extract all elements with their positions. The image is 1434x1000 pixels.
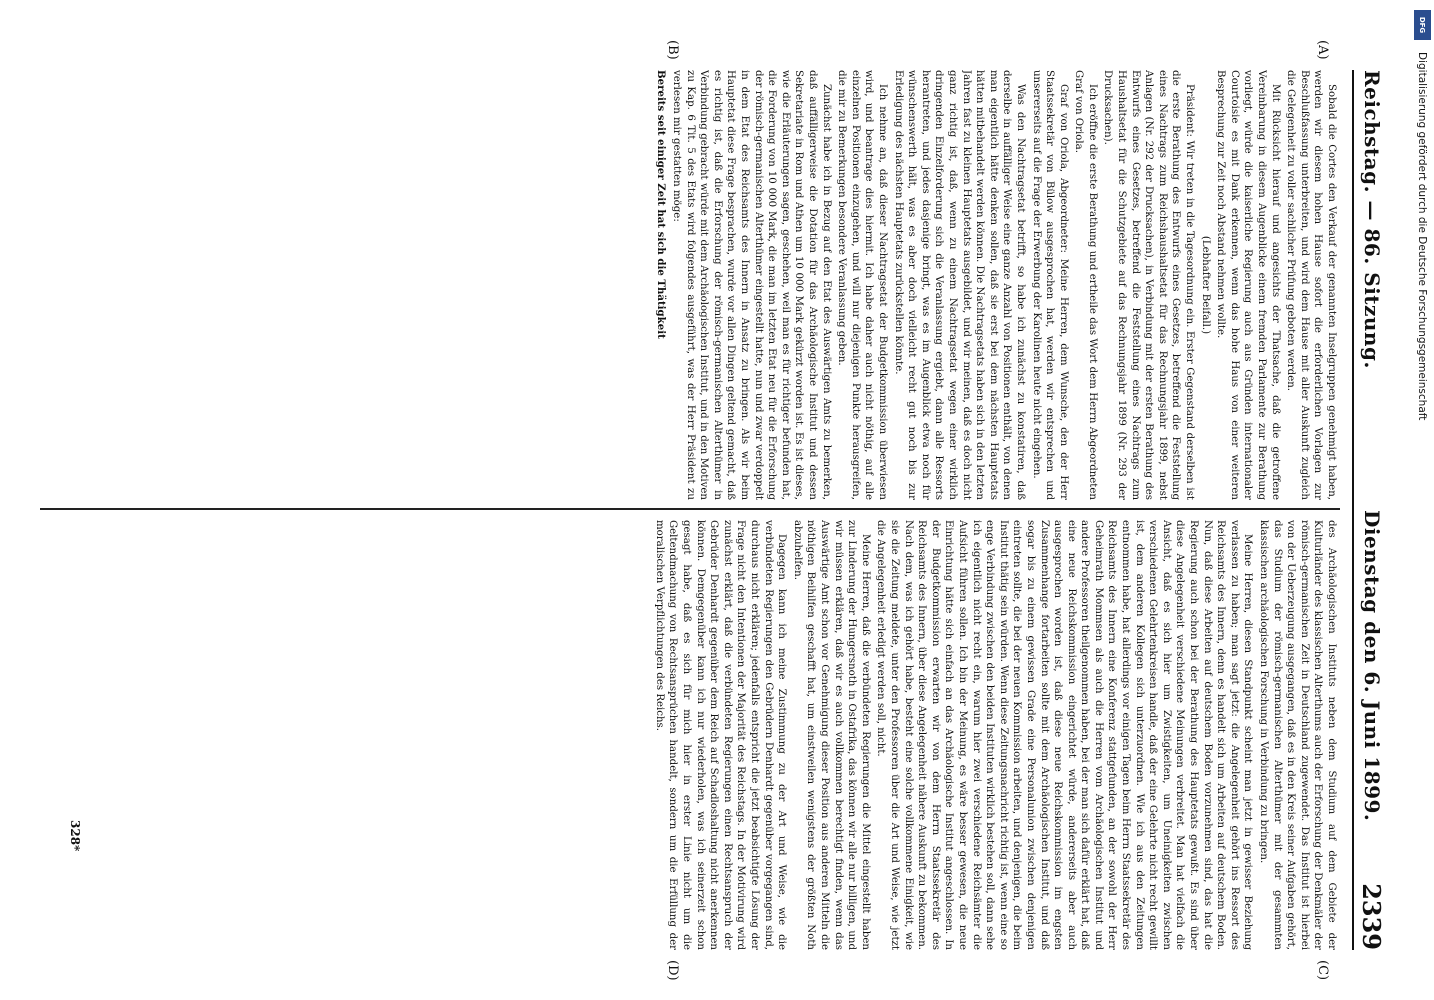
margin-marker-c: (C) xyxy=(1315,960,1330,981)
paragraph: Bereits seit einiger Zeit hat sich die Thätigkeit xyxy=(655,70,668,339)
applause-note: (Lebhafter Beifall.) xyxy=(1199,235,1211,335)
paragraph: Was den Nachtragsetat betrifft, so habe ich zunächst zu konstatiren, daß derselbe in auffälliger Weise eine ganze Anzahl von Positionen enthält, von denen man eigentlich hätte denken sollen, daß sie erst bei dem nächsten Hauptetats hätten mitbehandelt werden können. Die Nachtragsetats haben sich in den letzten Jahren fast zu kleinen Hauptetats ausgebildet, und wir meinen, daß es doch nicht ganz richtig ist, daß, wenn zu einem Nachtragsetat wegen einer wirklich dringenden Einzelforderung sich die Veranlassung ergiebt, dann alle Ressorts herantreten, und jedes dasjenige bringt, was es im Augenblick etwa noch für wünschenswerth hält, was es aber doch vielleicht recht gut noch bis zur Erledigung des nächsten Hauptetats zurückstellen könnte. xyxy=(892,70,1026,500)
paragraph: Sobald die Cortes den Verkauf der genannten Inselgruppen genehmigt haben, werden wir diesem hohen Hause sofort die erforderlichen Vorlagen zur Beschlußfassung unterbreiten, und wird dem Hause mit aller Auskunft zugleich die Gelegenheit zu voller sachlicher Prüfung geboten werden. xyxy=(1285,70,1337,500)
signature-mark: 328* xyxy=(68,820,82,852)
header-date: Dienstag den 6. Juni 1899. xyxy=(1360,510,1384,822)
paragraph: Meine Herren, diesen Standpunkt scheint man jetzt in gewisser Beziehung verlassen zu haben; man sagt jetzt: die Angelegenheit gehört ins Ressort des Reichsamts des Innern, denn es handelt sich um Arbeiten auf deutschem Boden. Nun, daß diese Arbeiten auf deutschem Boden vorzunehmen sind, das hat die Regierung auch schon bei der Berathung des Hauptetats gewußt. Es sind über diese Angelegenheit verschiedene Meinungen verbreitet. Man hat vielfach die Ansicht, daß es sich hier um Zwistigkeiten, um Uneinigkeiten zwischen verschiedenen Gelehrtenkreisen handle, daß der eine Gelehrte nicht recht gewillt ist, dem anderen Kollegen sich unterzuordnen. Wie ich aus den Zeitungen entnommen habe, hat allerdings vor einigen Tagen beim Herrn Staatssekretär des Reichsamts des Innern eine Konferenz stattgefunden, an der sowohl der Herr Geheimrath Mommsen als auch die Herren vom Archäologischen Institut und andere Professoren theilgenommen haben, bei der man sich dafür erklärt hat, daß eine neue Reichskommission eingerichtet würde, andererseits aber auch ausgesprochen worden ist, daß diese neue Reichskommission im engsten Zusammenhange fortarbeiten sollte mit dem Archäologischen Institut, und daß sogar bis zu einem gewissen Grade eine Personalunion zwischen denjenigen eintreten sollte, die bei der neuen Kommission arbeiten, und denjenigen, die beim Institut thätig sein würden. Wenn diese Zeitungsnachricht richtig ist, wenn eine so enge Verbindung zwischen den beiden Instituten wirklich bestehen soll, dann sehe ich eigentlich nicht recht ein, warum hier zwei verschiedene Reichsämter die Aufsicht führen sollen. Ich bin der Meinung, es wäre besser gewesen, die neue Einrichtung hätte sich einfach an das Archäologische Institut angeschlossen. In der Budgetkommission erwarten wir von dem Herrn Staatssekretär des Reichsamts des Innern, über diese Angelegenheit nähere Auskunft zu bekommen. Nach dem, was ich gehört habe, besteht eine solche vollkommene Einigkeit, wie sie die Zeitung meldete, unter den Professoren über die Art und Weise, wie jetzt die Angelegenheit erledigt werden soll, nicht. xyxy=(875,520,1254,950)
margin-marker-d: (D) xyxy=(665,960,680,981)
margin-marker-a: (A) xyxy=(1315,40,1330,60)
page-header xyxy=(1356,70,1392,950)
paragraph: Dagegen kann ich meine Zustimmung zu der Art und Weise, wie die verbündeten Regierungen den Gebrüdern Denhardt gegenüber vorgegangen sind, durchaus nicht erklären; jedenfalls entspricht die jetzt beabsichtigte Lösung der Frage nicht den Intentionen der Majorität des Reichstags. In der Motivirung wird zunächst erklärt, daß die verbündeten Regierungen einen Rechtsanspruch der Gebrüder Denhardt gegenüber dem Reich auf Schadloshaltung nicht anerkennen können. Demgegenüber kann ich nur wiederholen, was ich seinerzeit schon gesagt habe, daß es sich für mich hier in erster Linie nicht um die Geltendmachung von Rechtsansprüchen handelt, sondern um die Erfüllung der moralischen Verpflichtungen des Reichs. xyxy=(653,520,788,950)
left-column xyxy=(48,70,1338,500)
digitization-credit xyxy=(1411,0,1434,1000)
credit-text: Digitalisierung gefördert durch die Deutsche Forschungsgemeinschaft xyxy=(1416,52,1428,421)
margin-marker-b: (B) xyxy=(665,40,680,60)
page-number: 2339 xyxy=(1357,883,1386,950)
right-column xyxy=(48,520,1338,950)
paragraph: Ich eröffne die erste Berathung und ertheile das Wort dem Herrn Abgeordneten Graf von Oriola. xyxy=(1073,70,1098,500)
paragraph: Mit Rücksicht hierauf und angesichts der Thatsache, daß die getroffene Vereinbarung in diesem Augenblicke einem fremden Parlamente zur Berathung vorliegt, würde die kaiserliche Regierung auch aus Gründen internationaler Courtoisie es mit Dank erkennen, wenn das hohe Haus von einer weiteren Besprechung zur Zeit noch Abstand nehmen wollte. xyxy=(1215,70,1281,500)
header-session: Reichstag. — 86. Sitzung. xyxy=(1360,70,1384,369)
paragraph: Meine Herren, daß die verbündeten Regierungen die Mittel eingestellt haben zur Linderung der Hungersnoth in Ostafrika, das können wir alle nur billigen, und wir müssen erklären, daß wir es auch vollkommen berechtigt finden, wenn das Auswärtige Amt schon vor Genehmigung dieser Position aus anderen Mitteln die nöthigen Beihilfen geschafft hat, um einstweilen wenigstens der größten Noth abzuhelfen. xyxy=(791,520,871,950)
column-divider xyxy=(40,508,1340,510)
paragraph: Graf von Oriola, Abgeordneter: Meine Herren, dem Wunsche, den der Herr Staatssekretär von Bülow ausgesprochen hat, werden wir entsprechen und unsererseits auf die Frage der Erwerbung der Karolinen heute nicht eingehen. xyxy=(1030,70,1069,500)
quotation: des Archäologischen Instituts neben dem Studium auf dem Gebiete der Kulturländer des klassischen Alterthums auch der Erforschung der Denkmäler der römisch-germanischen Zeit in Deutschland zugewendet. Das Institut ist hierbei von der Ueberzeugung ausgegangen, daß es in den Kreis seiner Aufgaben gehört, das Studium der römisch-germanischen Alterthümer mit der gesammten klassischen archäologischen Forschung in Verbindung zu bringen. xyxy=(1258,520,1337,950)
paragraph: Zunächst habe ich in Bezug auf den Etat des Auswärtigen Amts zu bemerken, daß auffälligerweise die Dotation für das Archäologische Institut und dessen Sekretariate in Rom und Athen um 10 000 Mark gekürzt worden ist. Es ist dieses, wie die Erläuterungen sagen, geschehen, weil man es für richtiger befunden hat, die Forderung von 10 000 Mark, die man im letzten Etat neu für die Erforschung der römisch-germanischen Alterthümer eingestellt hatte, nun und zwar verdoppelt in dem Etat des Reichsamts des Innern in Ansatz zu bringen. Als wir beim Hauptetat diese Frage besprachen, wurde vor allen Dingen geltend gemacht, daß es richtig ist, daß die Erforschung der römisch-germanischen Alterthümer in Verbindung gebracht würde mit dem Archäologischen Institut, und in den Motiven zu Kap. 6 Tit. 5 des Etats wird folgendes ausgeführt, was der Herr Präsident zu verlesen mir gestatten möge: xyxy=(671,70,832,500)
paragraph: Präsident: Wir treten in die Tagesordnung ein. Erster Gegenstand derselben ist die erste Berathung des Entwurfs eines Gesetzes, betreffend die Feststellung eines Nachtrags zum Reichshaushaltsetat für das Rechnungsjahr 1899, nebst Anlagen (Nr. 292 der Drucksachen), in Verbindung mit der ersten Berathung des Entwurfs eines Gesetzes, betreffend die Feststellung eines Nachtrags zum Haushaltsetat für die Schutzgebiete auf das Rechnungsjahr 1899 (Nr. 293 der Drucksachen). xyxy=(1102,70,1196,500)
paragraph: Ich nehme an, daß dieser Nachtragsetat der Budgetkommission überwiesen wird, und beantrage dies hiermit. Ich habe daher auch nicht nöthig, auf alle einzelnen Positionen einzugehen, und will nur diejenigen Punkte herausgreifen, die mir zu Bemerkungen besondere Veranlassung geben. xyxy=(836,70,888,500)
header-rule xyxy=(1352,70,1354,950)
dfg-logo: DFG xyxy=(1414,10,1431,40)
